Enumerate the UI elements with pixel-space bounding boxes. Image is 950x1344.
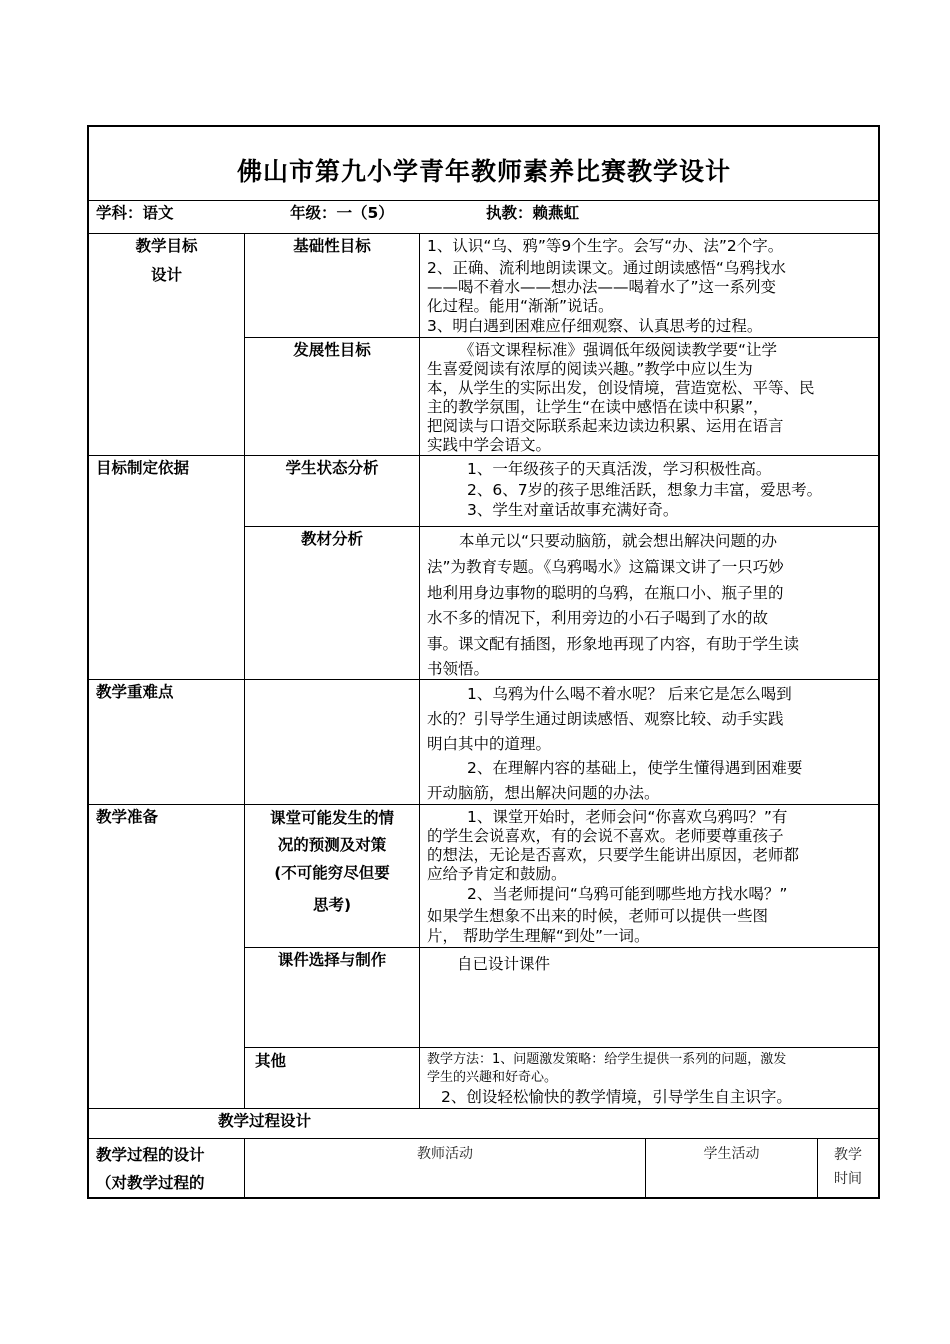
rule-info bbox=[87, 233, 880, 234]
predict-line-3: 的想法，无论是否喜欢，只要学生能讲出原因，老师都 bbox=[427, 846, 800, 864]
table-border-bottom bbox=[87, 1197, 880, 1199]
other-line-3: 2、创设轻松愉快的教学情境，引导学生自主识字。 bbox=[441, 1088, 792, 1106]
dev-goal-line-3: 本，从学生的实际出发，创设情境，营造宽松、平等、民 bbox=[427, 379, 815, 397]
material-line-3: 地利用身边事物的聪明的乌鸦，在瓶口小、瓶子里的 bbox=[427, 584, 784, 602]
col-rule-2 bbox=[419, 233, 420, 1108]
keypoints-line-5: 开动脑筋，想出解决问题的办法。 bbox=[427, 784, 660, 802]
rule-process-heading bbox=[87, 1138, 880, 1139]
basic-goal-line-5: 3、明白遇到困难应仔细观察、认真思考的过程。 bbox=[427, 317, 763, 335]
dev-goal-line-5: 把阅读与口语交际联系起来边读边积累、运用在语言 bbox=[427, 417, 784, 435]
subject-label: 学科：语文 bbox=[96, 204, 174, 222]
predict-label-2: 况的预测及对策 bbox=[277, 836, 387, 854]
table-border-top bbox=[87, 125, 880, 127]
student-activity-header: 学生活动 bbox=[703, 1146, 760, 1162]
predict-line-1: 1、课堂开始时，老师会问“你喜欢乌鸦吗？”有 bbox=[467, 808, 788, 826]
other-line-2: 学生的兴趣和好奇心。 bbox=[427, 1070, 558, 1085]
student-analysis-line-2: 2、6、7岁的孩子思维活跃，想象力丰富，爱思考。 bbox=[467, 481, 823, 499]
courseware-text: 自已设计课件 bbox=[457, 955, 551, 973]
rule-courseware bbox=[244, 1047, 880, 1048]
keypoints-line-1: 1、乌鸦为什么喝不着水呢？ 后来它是怎么喝到 bbox=[467, 685, 792, 703]
keypoints-section-title: 教学重难点 bbox=[96, 683, 174, 701]
teacher-activity-header: 教师活动 bbox=[417, 1146, 473, 1162]
preparation-section-title: 教学准备 bbox=[96, 808, 159, 826]
dev-goal-line-1: 《语文课程标准》强调低年级阅读教学要“让学 bbox=[459, 341, 778, 359]
goals-section-title-2: 设计 bbox=[150, 266, 182, 284]
basic-goal-line-2: 2、正确、流利地朗读课文。通过朗读感悟“乌鸦找水 bbox=[427, 259, 786, 277]
predict-label-4: 思考) bbox=[312, 896, 352, 914]
rule-title bbox=[87, 200, 880, 201]
process-row-label-1: 教学过程的设计 bbox=[96, 1146, 205, 1164]
predict-line-7: 片， 帮助学生理解“到处”一词。 bbox=[427, 927, 650, 945]
predict-line-2: 的学生会说喜欢，有的会说不喜欢。老师要尊重孩子 bbox=[427, 827, 784, 845]
basic-goal-line-4: 化过程。能用“渐渐”说话。 bbox=[427, 297, 614, 315]
student-analysis-line-3: 3、学生对童话故事充满好奇。 bbox=[467, 501, 679, 519]
student-analysis-label: 学生状态分析 bbox=[285, 459, 379, 477]
material-line-5: 事。课文配有插图，形象地再现了内容，有助于学生读 bbox=[427, 635, 800, 653]
keypoints-line-3: 明白其中的道理。 bbox=[427, 735, 552, 753]
other-line-1: 教学方法：1、问题激发策略：给学生提供一系列的问题，激发 bbox=[427, 1052, 787, 1067]
basic-goal-line-1: 1、认识“乌、鸦”等9个生字。会写“办、法”2个字。 bbox=[427, 237, 784, 255]
material-line-1: 本单元以“只要动脑筋，就会想出解决问题的办 bbox=[459, 532, 778, 550]
dev-goal-label: 发展性目标 bbox=[293, 341, 371, 359]
rule-preparation bbox=[87, 1108, 880, 1109]
other-label: 其他 bbox=[255, 1052, 287, 1070]
time-header-1: 教学 bbox=[834, 1147, 862, 1163]
material-analysis-label: 教材分析 bbox=[300, 530, 363, 548]
student-analysis-line-1: 1、一年级孩子的天真活泼，学习积极性高。 bbox=[467, 460, 772, 478]
table-border-left bbox=[87, 125, 89, 1199]
process-row-label-2: （对教学过程的 bbox=[96, 1174, 205, 1192]
keypoints-line-2: 水的？引导学生通过朗读感悟、观察比较、动手实践 bbox=[427, 710, 784, 728]
grade-label: 年级：一（5） bbox=[290, 204, 394, 222]
rule-goals bbox=[87, 455, 880, 456]
rule-predict bbox=[244, 947, 880, 948]
col-rule-1 bbox=[244, 233, 245, 1108]
time-header-2: 时间 bbox=[834, 1171, 862, 1187]
keypoints-line-4: 2、在理解内容的基础上，使学生懂得遇到困难要 bbox=[467, 759, 803, 777]
rule-basic bbox=[244, 337, 880, 338]
basis-section-title: 目标制定依据 bbox=[96, 459, 190, 477]
material-line-2: 法”为教育专题。《乌鸦喝水》这篇课文讲了一只巧妙 bbox=[427, 558, 784, 576]
page-title: 佛山市第九小学青年教师素养比赛教学设计 bbox=[236, 157, 731, 186]
predict-line-4: 应给予肯定和鼓励。 bbox=[427, 865, 567, 883]
basic-goal-line-3: ——喝不着水——想办法——喝着水了”这一系列变 bbox=[427, 278, 777, 296]
predict-label-1: 课堂可能发生的情 bbox=[269, 809, 394, 827]
predict-line-6: 如果学生想象不出来的时候，老师可以提供一些图 bbox=[427, 907, 769, 925]
material-line-6: 书领悟。 bbox=[427, 660, 490, 678]
courseware-label: 课件选择与制作 bbox=[277, 951, 387, 969]
table-border-right bbox=[878, 125, 880, 1199]
basic-goal-label: 基础性目标 bbox=[293, 237, 371, 255]
teacher-label: 执教：赖燕虹 bbox=[486, 204, 580, 222]
goals-section-title-1: 教学目标 bbox=[135, 237, 198, 255]
rule-student bbox=[244, 526, 880, 527]
process-heading: 教学过程设计 bbox=[218, 1112, 312, 1130]
predict-label-3: (不可能穷尽但要 bbox=[274, 864, 390, 882]
material-line-4: 水不多的情况下，利用旁边的小石子喝到了水的故 bbox=[427, 609, 769, 627]
dev-goal-line-6: 实践中学会语文。 bbox=[427, 436, 552, 454]
predict-line-5: 2、当老师提问“乌鸦可能到哪些地方找水喝？” bbox=[467, 885, 788, 903]
dev-goal-line-2: 生喜爱阅读有浓厚的阅读兴趣。”教学中应以生为 bbox=[427, 360, 753, 378]
dev-goal-line-4: 主的教学氛围，让学生“在读中感悟在读中积累”， bbox=[427, 398, 769, 416]
